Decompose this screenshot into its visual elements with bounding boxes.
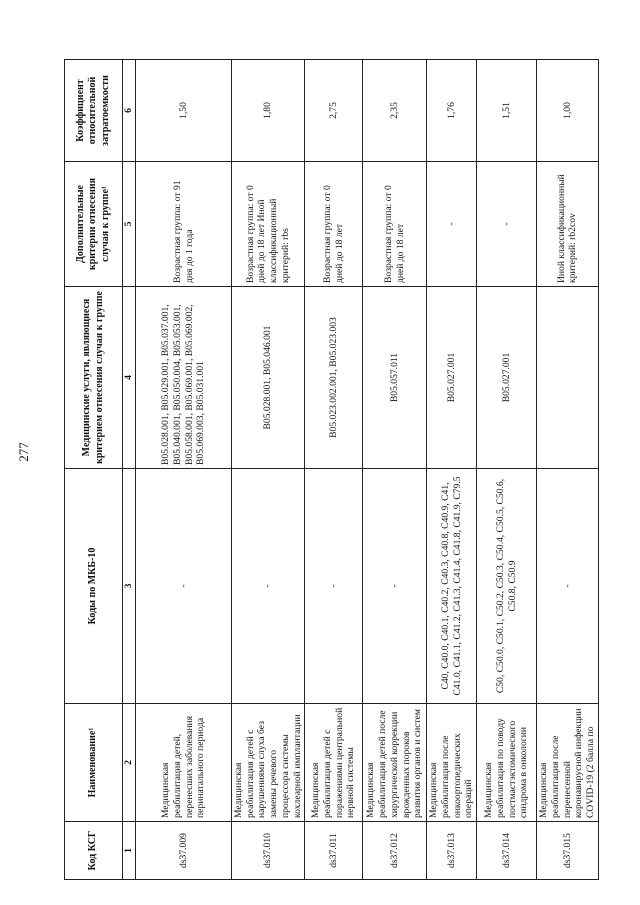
header-row [65,60,123,880]
medical-services: B05.023.002.001, B05.023.003 [305,287,363,469]
additional-criteria: Возрастная группа: от 0 дней до 18 лет [363,162,427,287]
icd-codes: - [363,469,427,704]
medical-services: B05.028.001, B05.029.001, B05.037.001, B05.040.001, B05.050.004, B05.053.001, B05.058.001, B05.069.001, B05.069.002, B05.069.003, B05.031.001 [136,287,232,469]
ksg-table [64,59,599,880]
icd-codes: C40, C40.0, C40.1, C40.2, C40.3, C40.8, C40.9, C41, C41.0, C41.1, C41.2, C41.3, C41.4, C41.8, C41.9, C79.5 [427,469,477,704]
ksg-code: ds37.014 [477,822,537,880]
icd-codes: - [136,469,232,704]
icd-codes: - [537,469,599,704]
ksg-code: ds37.013 [427,822,477,880]
column-number: 3 [123,469,136,704]
additional-criteria: Возрастная группа: от 91 дня до 1 года [136,162,232,287]
medical-services: B05.027.001 [477,287,537,469]
medical-services: B05.057.011 [363,287,427,469]
cost-coefficient: 1,50 [136,60,232,162]
table-row [305,60,363,880]
table-row [427,60,477,880]
cost-coefficient: 1,51 [477,60,537,162]
ksg-code: ds37.011 [305,822,363,880]
table-row [136,60,232,880]
cost-coefficient: 1,00 [537,60,599,162]
column-number: 1 [123,822,136,880]
ksg-code: ds37.012 [363,822,427,880]
header-name: Наименование¹ [65,704,123,822]
ksg-name: Медицинская реабилитация детей, перенесших заболевания перинатального периода [136,704,232,822]
ksg-name: Медицинская реабилитация детей с нарушениями слуха без замены речевого процессора системы кохлеарной имплантации [232,704,305,822]
ksg-name: Медицинская реабилитация по поводу постмастэктомического синдрома в онкологии [477,704,537,822]
medical-services [537,287,599,469]
cost-coefficient: 2,75 [305,60,363,162]
header-code: Код КСГ [65,822,123,880]
page-number: 277 [16,442,31,462]
header-services: Медицинские услуги, являющиеся критерием отнесения случая к группе [65,287,123,469]
column-number: 4 [123,287,136,469]
icd-codes: - [305,469,363,704]
additional-criteria: Иной классификационный критерий: rb2cov [537,162,599,287]
cost-coefficient: 2,35 [363,60,427,162]
cost-coefficient: 1,76 [427,60,477,162]
ksg-name: Медицинская реабилитация детей с поражениями центральной нервной системы [305,704,363,822]
table-row [537,60,599,880]
medical-services: B05.027.001 [427,287,477,469]
column-number: 5 [123,162,136,287]
ksg-code: ds37.015 [537,822,599,880]
ksg-code: ds37.009 [136,822,232,880]
ksg-name: Медицинская реабилитация после перенесенной коронавирусной инфекции COVID-19 (2 балла по [537,704,599,822]
table-row [363,60,427,880]
table-row [477,60,537,880]
additional-criteria: - [477,162,537,287]
icd-codes: - [232,469,305,704]
medical-services: B05.028.001, B05.046.001 [232,287,305,469]
table-row [232,60,305,880]
additional-criteria: Возрастная группа: от 0 дней до 18 лет Иной классификационный критерий: rbs [232,162,305,287]
header-criteria: Дополнительные критерии отнесения случая к группе¹ [65,162,123,287]
cost-coefficient: 1,80 [232,60,305,162]
ksg-name: Медицинская реабилитация после онкоортопедических операций [427,704,477,822]
column-number: 2 [123,704,136,822]
additional-criteria: - [427,162,477,287]
rotated-table-frame [64,60,597,880]
additional-criteria: Возрастная группа: от 0 дней до 18 лет [305,162,363,287]
rotated-table-inner [64,60,597,880]
icd-codes: C50, C50.0, C50.1, C50.2, C50.3, C50.4, C50.5, C50.6, C50.8, C50.9 [477,469,537,704]
header-icd: Коды по МКБ-10 [65,469,123,704]
ksg-name: Медицинская реабилитация детей после хирургической коррекции врожденных пороков развития органов и систем [363,704,427,822]
column-number-row [123,60,136,880]
column-number: 6 [123,60,136,162]
header-coef: Коэффициент относительной затратоемкости [65,60,123,162]
ksg-code: ds37.010 [232,822,305,880]
